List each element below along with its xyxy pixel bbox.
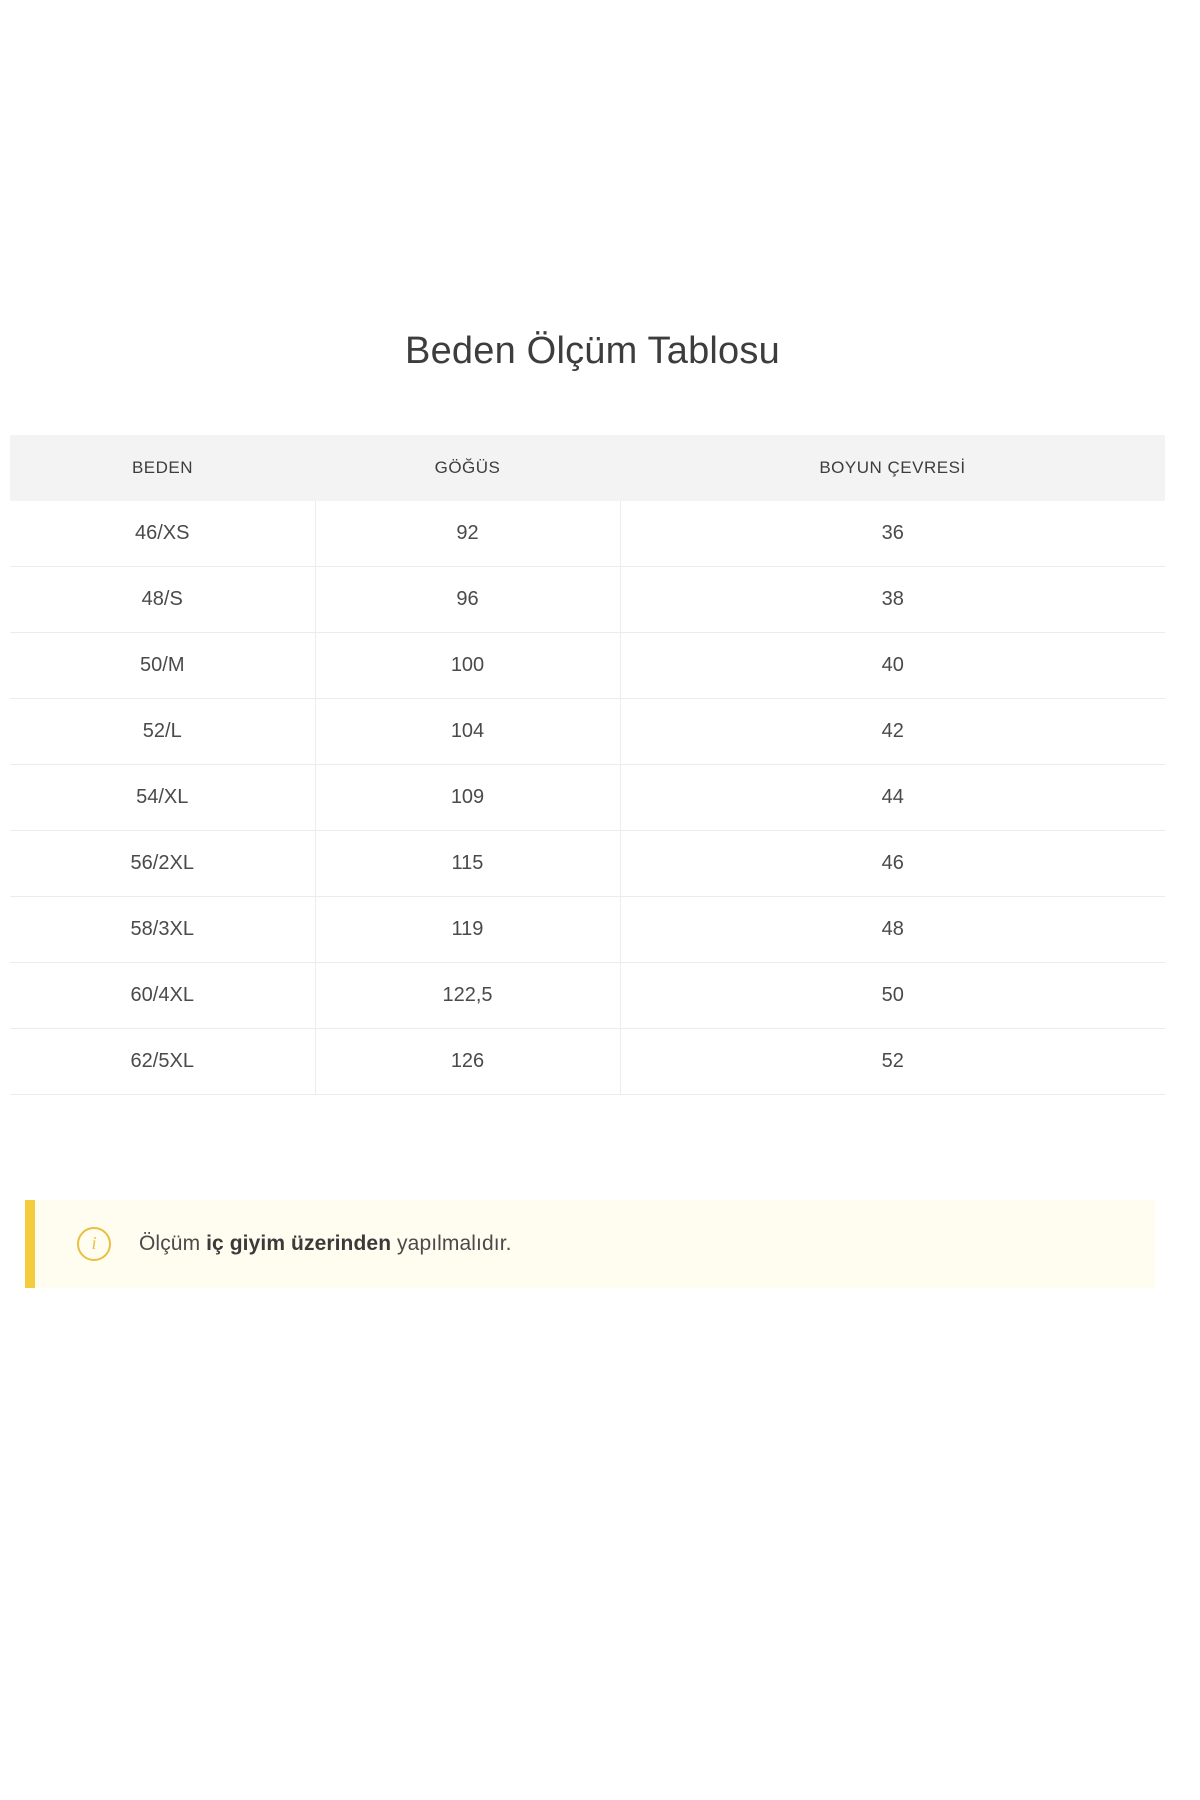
cell-gogus: 119 xyxy=(315,897,620,963)
cell-boyun-cevresi: 36 xyxy=(620,501,1165,567)
info-note-prefix: Ölçüm xyxy=(139,1232,207,1255)
cell-boyun-cevresi: 42 xyxy=(620,699,1165,765)
cell-gogus: 100 xyxy=(315,633,620,699)
info-note xyxy=(25,1200,1155,1288)
cell-gogus: 104 xyxy=(315,699,620,765)
table-row xyxy=(10,765,1165,831)
table-row xyxy=(10,567,1165,633)
cell-boyun-cevresi: 38 xyxy=(620,567,1165,633)
cell-boyun-cevresi: 50 xyxy=(620,963,1165,1029)
info-note-bold: iç giyim üzerinden xyxy=(206,1232,392,1255)
info-note-text xyxy=(139,1232,512,1256)
column-header-boyun-cevresi: BOYUN ÇEVRESİ xyxy=(620,435,1165,501)
content-container xyxy=(10,330,1190,1288)
cell-gogus: 96 xyxy=(315,567,620,633)
cell-boyun-cevresi: 44 xyxy=(620,765,1165,831)
cell-beden: 60/4XL xyxy=(10,963,315,1029)
info-icon: i xyxy=(77,1227,111,1261)
table-row xyxy=(10,831,1165,897)
cell-boyun-cevresi: 46 xyxy=(620,831,1165,897)
cell-beden: 62/5XL xyxy=(10,1029,315,1095)
table-row xyxy=(10,897,1165,963)
table-body xyxy=(10,501,1165,1095)
info-note-suffix: yapılmalıdır. xyxy=(391,1232,512,1255)
cell-beden: 48/S xyxy=(10,567,315,633)
column-header-gogus: GÖĞÜS xyxy=(315,435,620,501)
column-header-beden: BEDEN xyxy=(10,435,315,501)
cell-beden: 58/3XL xyxy=(10,897,315,963)
cell-boyun-cevresi: 52 xyxy=(620,1029,1165,1095)
table-row xyxy=(10,1029,1165,1095)
table-row xyxy=(10,633,1165,699)
cell-beden: 46/XS xyxy=(10,501,315,567)
cell-beden: 50/M xyxy=(10,633,315,699)
cell-beden: 52/L xyxy=(10,699,315,765)
table-header-row xyxy=(10,435,1165,501)
cell-boyun-cevresi: 48 xyxy=(620,897,1165,963)
table-header xyxy=(10,435,1165,501)
cell-boyun-cevresi: 40 xyxy=(620,633,1165,699)
table-row xyxy=(10,963,1165,1029)
cell-gogus: 109 xyxy=(315,765,620,831)
cell-gogus: 126 xyxy=(315,1029,620,1095)
cell-gogus: 115 xyxy=(315,831,620,897)
cell-beden: 54/XL xyxy=(10,765,315,831)
cell-gogus: 92 xyxy=(315,501,620,567)
size-measurement-table xyxy=(10,435,1165,1095)
table-row xyxy=(10,501,1165,567)
table-row xyxy=(10,699,1165,765)
page-title: Beden Ölçüm Tablosu xyxy=(405,330,780,372)
cell-gogus: 122,5 xyxy=(315,963,620,1029)
cell-beden: 56/2XL xyxy=(10,831,315,897)
